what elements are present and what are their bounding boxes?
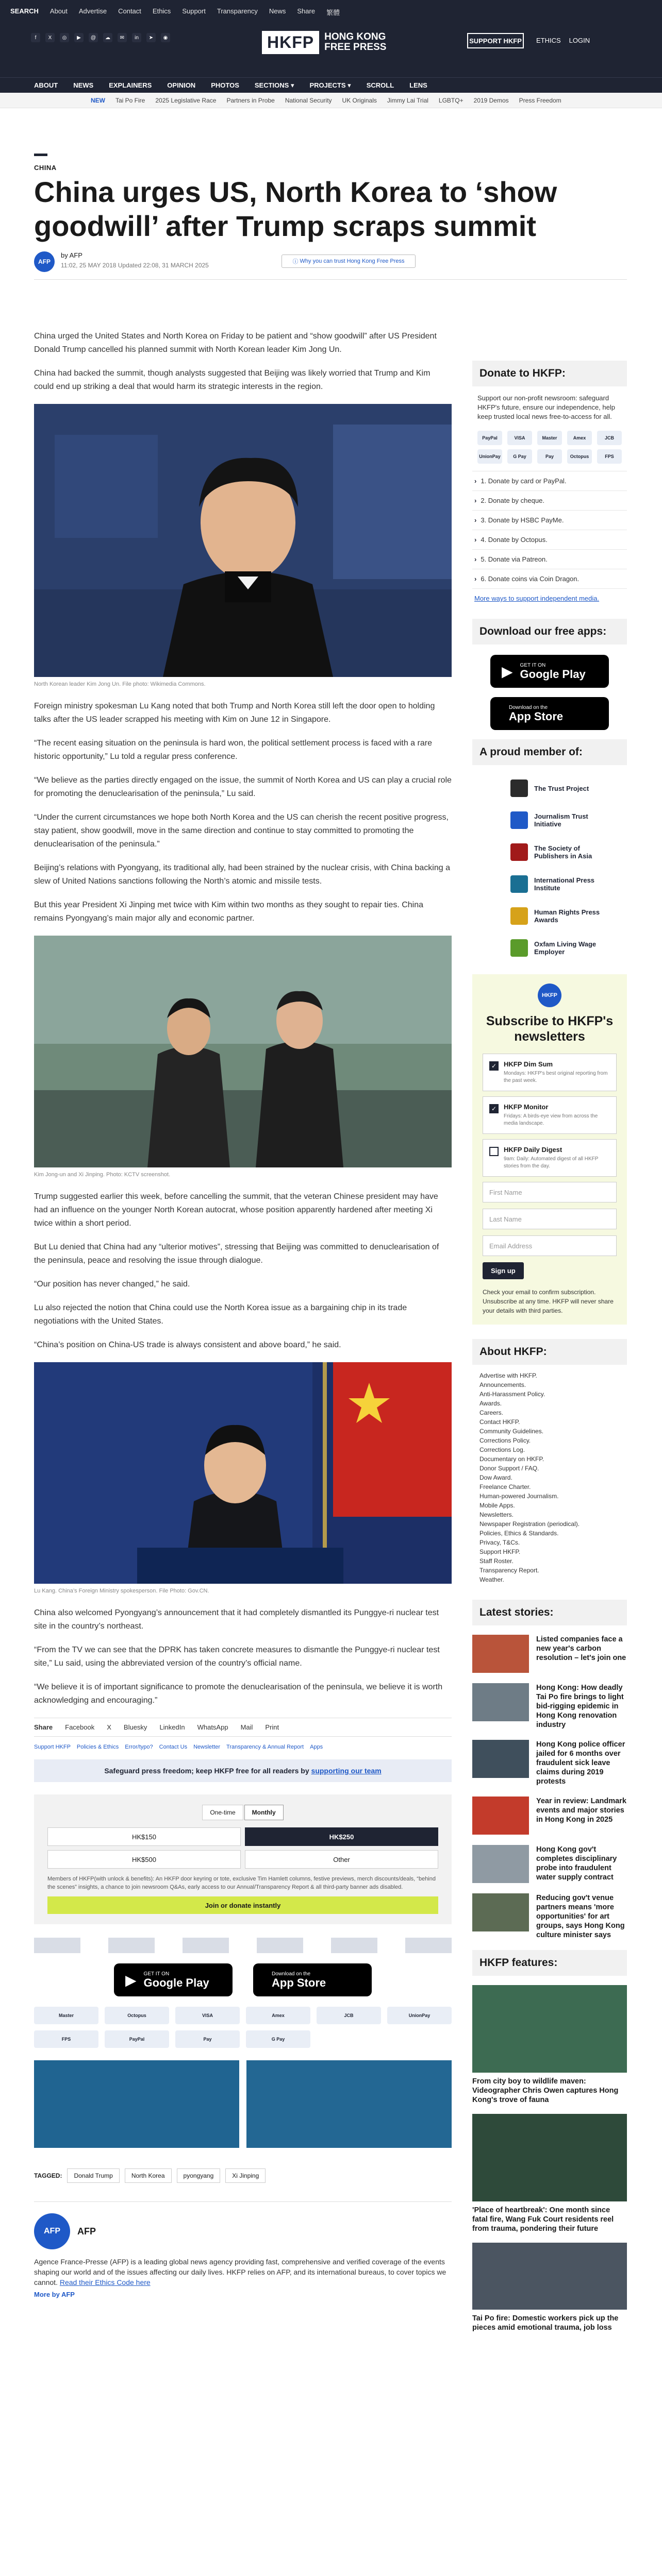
store-small: Download on the	[272, 1971, 311, 1977]
author-box-name[interactable]: AFP	[77, 2226, 96, 2236]
sidebar-payment-logos	[472, 431, 627, 464]
payment-logo: VISA	[175, 2007, 240, 2024]
trending-link[interactable]: Press Freedom	[519, 97, 561, 104]
figure-kim-xi	[34, 936, 452, 1178]
about-link[interactable]: Anti-Harassment Policy.	[479, 1391, 545, 1398]
trending-link[interactable]: Tai Po Fire	[115, 97, 145, 104]
rss-icon[interactable]: ◉	[161, 33, 170, 42]
paragraph: China had backed the summit, though analysts suggested that Beijing was likely worried that Trump and Kim could end up striking a deal that would harm its strategic interests in the region.	[34, 369, 431, 391]
chevron-right-icon: ›	[474, 575, 477, 583]
google-play-icon: ▶	[502, 663, 513, 680]
footer-link[interactable]: Newsletter	[193, 1744, 221, 1750]
share-mail[interactable]: Mail	[240, 1723, 253, 1731]
more-ways-link[interactable]: More ways to support independent media.	[472, 588, 627, 619]
newsletter-option-title: HKFP Daily Digest	[504, 1146, 562, 1154]
story-title: Year in review: Landmark events and major stories in Hong Kong in 2025	[536, 1797, 626, 1824]
member-logo	[510, 811, 528, 829]
sidebar	[472, 361, 627, 2342]
nav-photos[interactable]: PHOTOS	[211, 81, 239, 89]
utility-link-about[interactable]: About	[49, 7, 68, 15]
partner-logo	[257, 1938, 303, 1953]
payment-logo: G Pay	[507, 449, 532, 464]
paragraph: “We believe as the parties directly engaged on the issue, the summit of North Korea and US can play a crucial role for promoting the denuclearisation of the peninsula,” Lu said.	[34, 776, 452, 798]
trending-link[interactable]: Partners in Probe	[226, 97, 275, 104]
donate-benefits: Members of HKFP(with unlock & benefits): An HKFP door keyring or tote, exclusive Tim Hamlett columns, festive previews, merch discounts/deals, “behind the scenes” insights, a chance to join newsroom Q&As, early access to our Annual/Transparency Report & all third-party banner ads disabled.	[47, 1876, 436, 1890]
nav-projects[interactable]: PROJECTS ▾	[309, 81, 351, 89]
member-org[interactable]	[472, 804, 627, 836]
about-link[interactable]: Corrections Policy.	[479, 1437, 531, 1444]
story-title: Hong Kong: How deadly Tai Po fire brings to light bid-rigging epidemic in Hong Kong renovation industry	[536, 1684, 624, 1729]
about-link[interactable]: Contact HKFP.	[479, 1418, 520, 1426]
about-heading: About HKFP:	[472, 1339, 627, 1365]
donate-option[interactable]	[472, 490, 627, 510]
donate-option-label: 5. Donate via Patreon.	[481, 555, 548, 563]
share-bar	[34, 1718, 452, 1737]
main-navigation	[0, 77, 662, 93]
paragraph: China urged the United States and North Korea on Friday to be patient and “show goodwill” after US President Donald Trump cancelled his planned summit with North Korean leader Kim Jong Un.	[34, 332, 437, 354]
donate-option[interactable]	[472, 471, 627, 490]
latest-story[interactable]	[472, 1797, 627, 1835]
share-whatsapp[interactable]: WhatsApp	[197, 1723, 228, 1731]
nav-opinion[interactable]: OPINION	[167, 81, 196, 89]
donate-option-label: 3. Donate by HSBC PayMe.	[481, 516, 564, 524]
trending-bar	[0, 93, 662, 108]
trending-link[interactable]: National Security	[285, 97, 332, 104]
donate-intro[interactable]: Support our non-profit newsroom: safeguard HKFP's future, ensure our independence, help keep trusted local news free-to-access for all.	[477, 394, 615, 420]
share-x[interactable]: X	[107, 1723, 111, 1731]
sidebar-app-store-button[interactable]	[490, 697, 609, 730]
member-name: Journalism Trust Initiative	[534, 812, 588, 828]
article-payment-logos	[34, 2007, 452, 2048]
story-title: Hong Kong police officer jailed for 6 months over fraudulent sick leave claims during 2019 protests	[536, 1740, 625, 1786]
paragraph: “China’s position on China-US trade is always consistent and above board,” he said.	[34, 1341, 341, 1349]
payment-logo: UnionPay	[387, 2007, 452, 2024]
payment-logo: Octopus	[567, 449, 592, 464]
tags-label: TAGGED:	[34, 2172, 62, 2179]
checkbox-checked-icon[interactable]: ✓	[489, 1061, 499, 1071]
tab-monthly[interactable]: Monthly	[244, 1805, 284, 1820]
partner-logo	[405, 1938, 452, 1953]
publish-dates: 11:02, 25 MAY 2018 Updated 22:08, 31 MARCH 2025	[61, 262, 209, 269]
author-box	[34, 2201, 452, 2298]
threads-icon[interactable]: @	[89, 33, 98, 42]
author-avatar[interactable]: AFP	[34, 251, 55, 272]
newsletter-logo: HKFP	[538, 984, 561, 1007]
donate-option[interactable]	[472, 510, 627, 530]
more-by-author-link[interactable]: More by AFP	[34, 2291, 75, 2298]
ethics-banner[interactable]	[34, 2060, 239, 2148]
safeguard-link[interactable]: supporting our team	[311, 1767, 382, 1775]
share-label: Share	[34, 1723, 53, 1731]
payment-logo: UnionPay	[477, 449, 502, 464]
chevron-right-icon: ›	[474, 516, 477, 524]
article-app-buttons	[34, 1963, 452, 1996]
photo-kim-jong-un[interactable]	[34, 404, 452, 677]
about-link[interactable]: Staff Roster.	[479, 1557, 514, 1565]
about-link[interactable]: Awards.	[479, 1400, 502, 1407]
share-facebook[interactable]: Facebook	[65, 1723, 95, 1731]
story-thumbnail	[472, 1740, 529, 1778]
tag-link[interactable]: pyongyang	[177, 2168, 221, 2183]
about-link[interactable]: Newspaper Registration (periodical).	[479, 1520, 580, 1528]
safeguard-text: Safeguard press freedom; keep HKFP free for all readers by	[104, 1767, 309, 1775]
first-name-field[interactable]: First Name	[483, 1182, 617, 1202]
about-link[interactable]: Careers.	[479, 1409, 504, 1416]
paragraph: But this year President Xi Jinping met twice with Kim within two months as they sought to repair ties. China remains Pyongyang’s main major ally and economic partner.	[34, 901, 424, 923]
login-link[interactable]: LOGIN	[569, 37, 590, 44]
top-utility-bar	[0, 0, 662, 24]
amount-option[interactable]: HK$150	[47, 1827, 241, 1846]
newsletter-option-desc: Mondays: HKFP's best original reporting from the past week.	[504, 1071, 608, 1083]
last-name-field[interactable]: Last Name	[483, 1209, 617, 1229]
latest-story[interactable]	[472, 1683, 627, 1730]
member-logo	[510, 843, 528, 861]
payment-logo: VISA	[507, 431, 532, 445]
paragraph: Lu also rejected the notion that China could use the North Korea issue as a bargaining chip in its trade negotiations with the United States.	[34, 1303, 407, 1326]
about-link[interactable]: Freelance Charter.	[479, 1483, 531, 1490]
footer-link[interactable]: Error/typo?	[125, 1744, 153, 1750]
member-org[interactable]	[472, 772, 627, 804]
member-logo	[510, 779, 528, 797]
share-bluesky[interactable]: Bluesky	[123, 1723, 147, 1731]
features-heading: HKFP features:	[472, 1950, 627, 1976]
payment-logo: Master	[34, 2007, 98, 2024]
donate-heading: Donate to HKFP:	[472, 361, 627, 386]
paragraph: Foreign ministry spokesman Lu Kang noted that both Trump and North Korea still left the door open to holding talks after the US leader scrapped his meeting with Kim on June 12 in Singapore.	[34, 702, 435, 724]
support-banner[interactable]	[246, 2060, 452, 2148]
donate-option[interactable]	[472, 569, 627, 588]
newsletter-option[interactable]	[483, 1096, 617, 1134]
trending-new-label: NEW	[91, 97, 105, 104]
member-logo	[510, 939, 528, 957]
author-header	[34, 2213, 452, 2249]
about-link[interactable]: Dow Award.	[479, 1474, 512, 1481]
member-name: Oxfam Living Wage Employer	[534, 940, 597, 956]
donate-option-label: 6. Donate coins via Coin Dragon.	[481, 575, 580, 583]
newsletter-option-desc: Fridays: A birds-eye view from across the media landscape.	[504, 1113, 598, 1126]
feature-image	[472, 2114, 627, 2201]
google-play-button[interactable]	[114, 1963, 233, 1996]
feature-story[interactable]	[472, 2243, 627, 2332]
youtube-icon[interactable]: ▶	[74, 33, 84, 42]
about-link[interactable]: Community Guidelines.	[479, 1428, 544, 1435]
paragraph: “Under the current circumstances we hope both North Korea and the US can cherish the recent positive progress, stay patient, show goodwill, move in the same direction and continue to stay committed to promoting the denuclearisation of the peninsula.”	[34, 813, 449, 849]
payment-logo: Octopus	[105, 2007, 169, 2024]
info-icon: ⓘ	[292, 259, 300, 265]
masthead-right-links	[536, 37, 590, 44]
partner-logo	[108, 1938, 155, 1953]
language-link[interactable]: 繁體	[326, 9, 340, 16]
nav-about[interactable]: ABOUT	[34, 81, 58, 89]
payment-logo: G Pay	[246, 2030, 310, 2048]
newsletter-option[interactable]	[483, 1054, 617, 1091]
trending-link[interactable]: 2019 Demos	[473, 97, 509, 104]
feature-story[interactable]	[472, 1985, 627, 2105]
feature-title: Tai Po fire: Domestic workers pick up the pieces amid emotional trauma, job loss	[472, 2314, 619, 2332]
donate-option-label: 2. Donate by cheque.	[481, 497, 544, 504]
chevron-right-icon: ›	[474, 536, 477, 544]
logo-name: HONG KONG FREE PRESS	[324, 31, 387, 53]
donate-widget	[34, 1794, 452, 1924]
tag-link[interactable]: Donald Trump	[67, 2168, 119, 2183]
paragraph: China also welcomed Pyongyang’s announcement that it had completely dismantled its Punggye-ri nuclear test site in the country’s northeast.	[34, 1608, 439, 1631]
member-logo	[510, 875, 528, 893]
about-link[interactable]: Newsletters.	[479, 1511, 514, 1518]
about-link[interactable]: Policies, Ethics & Standards.	[479, 1530, 559, 1537]
utility-link-support[interactable]: Support	[182, 7, 206, 15]
payment-logo: FPS	[34, 2030, 98, 2048]
about-link[interactable]: Mobile Apps.	[479, 1502, 515, 1509]
apps-heading: Download our free apps:	[472, 619, 627, 645]
amount-option[interactable]: HK$500	[47, 1850, 241, 1869]
member-org[interactable]	[472, 868, 627, 900]
author-bio-text: Agence France-Presse (AFP) is a leading global news agency providing fast, comprehensive and verified coverage of the events shaping our world and of the issues affecting our daily lives. HKFP relies on AFP, and its international bureaus, to cover topics we cannot.	[34, 2258, 446, 2286]
utility-link-ethics[interactable]: Ethics	[152, 7, 171, 15]
newsletter-title: Subscribe to HKFP's newsletters	[486, 1014, 614, 1044]
about-link[interactable]: Privacy, T&Cs.	[479, 1539, 520, 1546]
newsletter-box	[472, 974, 627, 1325]
paragraph: “The recent easing situation on the peninsula is hard won, the political settlement process is faced with a rare historic opportunity,” Lu told a regular press conference.	[34, 739, 432, 761]
paragraph: “From the TV we can see that the DPRK has taken concrete measures to dismantle the Punggye-ri nuclear test site,” Lu said, using the abbreviated version of the country’s official name.	[34, 1646, 440, 1668]
footer-link[interactable]: Apps	[310, 1744, 323, 1750]
story-thumbnail	[472, 1683, 529, 1721]
article-body	[34, 330, 452, 2298]
figure-kim	[34, 404, 452, 687]
tag-link[interactable]: Xi Jinping	[225, 2168, 266, 2183]
author-ethics-link[interactable]: Read their Ethics Code here	[59, 2278, 151, 2286]
partner-logo-strip	[34, 1938, 452, 1953]
story-thumbnail	[472, 1797, 529, 1835]
payment-logo: Amex	[567, 431, 592, 445]
utility-link-contact[interactable]: Contact	[118, 7, 141, 15]
promo-banners	[34, 2060, 452, 2148]
feature-title: From city boy to wildlife maven: Videographer Chris Owen captures Hong Kong's trove of fauna	[472, 2077, 619, 2104]
latest-story[interactable]	[472, 1740, 627, 1786]
member-heading: A proud member of:	[472, 739, 627, 765]
footer-link[interactable]: Policies & Ethics	[76, 1744, 119, 1750]
trust-label: Why you can trust Hong Kong Free Press	[300, 258, 405, 264]
tag-link[interactable]: North Korea	[125, 2168, 172, 2183]
donate-option[interactable]	[472, 530, 627, 549]
donate-option[interactable]	[472, 549, 627, 569]
photo-caption: Lu Kang. China’s Foreign Ministry spokesperson. File Photo: Gov.CN.	[34, 1588, 209, 1594]
latest-story[interactable]	[472, 1845, 627, 1883]
newsletter-note: Check your email to confirm subscription. Unsubscribe at any time. HKFP will never share your details with third parties.	[483, 1289, 614, 1314]
amount-option-selected[interactable]: HK$250	[245, 1827, 438, 1846]
feature-image	[472, 2243, 627, 2310]
latest-heading: Latest stories:	[472, 1600, 627, 1625]
trending-link[interactable]: UK Originals	[342, 97, 377, 104]
checkbox-icon[interactable]	[489, 1147, 499, 1156]
newsletter-option-desc: 9am: Daily: Automated digest of all HKFP stories from the day.	[504, 1156, 599, 1169]
header-divider	[34, 279, 627, 280]
share-print[interactable]: Print	[265, 1723, 279, 1731]
instagram-icon[interactable]: ◎	[60, 33, 69, 42]
about-link[interactable]: Documentary on HKFP.	[479, 1455, 544, 1463]
paragraph: “Our position has never changed,” he said.	[34, 1280, 190, 1289]
payment-logo: Pay	[537, 449, 562, 464]
author-box-avatar[interactable]: AFP	[34, 2213, 70, 2249]
byline-author[interactable]: by AFP	[61, 251, 82, 259]
payment-logo: Amex	[246, 2007, 310, 2024]
utility-link-advertise[interactable]: Advertise	[78, 7, 107, 15]
trending-link[interactable]: Jimmy Lai Trial	[387, 97, 428, 104]
story-thumbnail	[472, 1893, 529, 1931]
figure-lu-kang	[34, 1362, 452, 1594]
about-link[interactable]: Advertise with HKFP.	[479, 1372, 537, 1379]
donate-option-label: 1. Donate by card or PayPal.	[481, 477, 567, 485]
banner-tint	[34, 2060, 239, 2148]
about-link[interactable]: Donor Support / FAQ.	[479, 1465, 539, 1472]
footer-link[interactable]: Transparency & Annual Report	[226, 1744, 304, 1750]
story-title: Hong Kong gov't completes disciplinary probe into fraudulent water supply contract	[536, 1845, 617, 1882]
email-field[interactable]: Email Address	[483, 1235, 617, 1256]
paragraph: Trump suggested earlier this week, before cancelling the summit, that the veteran Chinese president may have had an influence on the younger North Korean autocrat, whose position apparently hardened after meeting Xi twice within a short period.	[34, 1192, 438, 1228]
member-org[interactable]	[472, 932, 627, 964]
checkbox-checked-icon[interactable]: ✓	[489, 1104, 499, 1113]
store-small: Download on the	[509, 704, 548, 710]
tags-row	[34, 2168, 452, 2183]
nav-scroll[interactable]: SCROLL	[366, 81, 394, 89]
nav-news[interactable]: NEWS	[73, 81, 94, 89]
newsletter-option-title: HKFP Monitor	[504, 1103, 549, 1111]
utility-link-share[interactable]: Share	[297, 7, 316, 15]
trending-link[interactable]: LGBTQ+	[438, 97, 464, 104]
feature-image	[472, 1985, 627, 2073]
store-name: App Store	[272, 1976, 326, 1989]
payment-logo: JCB	[317, 2007, 381, 2024]
site-logo[interactable]	[262, 28, 402, 57]
trust-button[interactable]	[282, 255, 416, 268]
paragraph: But Lu denied that China had any “ulterior motives”, stressing that Beijing was committed to denuclearisation of the peninsula, peace and resolving the issue through dialogue.	[34, 1243, 439, 1265]
share-linkedin[interactable]: LinkedIn	[159, 1723, 185, 1731]
chevron-right-icon: ›	[474, 477, 477, 485]
trending-link[interactable]: 2025 Legislative Race	[155, 97, 217, 104]
google-play-icon: ▶	[125, 1972, 137, 1988]
photo-kim-and-xi[interactable]	[34, 936, 452, 1167]
amount-option-other[interactable]: Other	[245, 1850, 438, 1869]
store-name: Google Play	[143, 1976, 209, 1989]
latest-story[interactable]	[472, 1635, 627, 1673]
photo-caption: North Korean leader Kim Jong Un. File photo: Wikimedia Commons.	[34, 681, 206, 687]
story-title: Reducing gov't venue partners means 'more opportunities' for art groups, says Hong Kong culture minister says	[536, 1894, 625, 1939]
feature-title: 'Place of heartbreak': One month since fatal fire, Wang Fuk Court residents reel from trauma, pondering their future	[472, 2206, 614, 2233]
ethics-link[interactable]: ETHICS	[536, 37, 561, 44]
safeguard-banner	[34, 1759, 452, 1782]
payment-logo: PayPal	[477, 431, 502, 445]
x-icon[interactable]: X	[45, 33, 55, 42]
author-bio	[34, 2257, 452, 2287]
app-store-button[interactable]	[253, 1963, 372, 1996]
about-link[interactable]: Weather.	[479, 1576, 504, 1583]
store-name: App Store	[509, 709, 564, 723]
utility-link-search[interactable]: SEARCH	[10, 7, 39, 15]
story-title: Listed companies face a new year's carbon resolution – let's join one	[536, 1635, 626, 1662]
bluesky-icon[interactable]: ☁	[103, 33, 112, 42]
masthead	[0, 24, 662, 77]
mail-icon[interactable]: ✉	[118, 33, 127, 42]
social-icons	[31, 33, 170, 42]
linkedin-icon[interactable]: in	[132, 33, 141, 42]
tab-one-time[interactable]: One-time	[202, 1805, 243, 1820]
about-link[interactable]: Transparency Report.	[479, 1567, 539, 1574]
nav-explainers[interactable]: EXPLAINERS	[109, 81, 152, 89]
member-org[interactable]	[472, 900, 627, 932]
story-thumbnail	[472, 1635, 529, 1673]
article-headline: China urges US, North Korea to ‘show goodwill’ after Trump scraps summit	[34, 176, 557, 242]
member-org[interactable]	[472, 836, 627, 868]
partner-logo	[331, 1938, 377, 1953]
category-kicker[interactable]: CHINA	[34, 164, 57, 172]
kicker-rule	[34, 154, 47, 156]
donate-amounts	[47, 1827, 438, 1869]
donate-frequency-tabs	[47, 1805, 438, 1820]
facebook-icon[interactable]: f	[31, 33, 40, 42]
store-small: GET IT ON	[143, 1971, 170, 1977]
paragraph: Beijing’s relations with Pyongyang, its traditional ally, had been strained by the nuclear crisis, with China backing a slew of United Nations sanctions following the North’s atomic and missile tests.	[34, 863, 450, 886]
payment-logo: PayPal	[105, 2030, 169, 2048]
sidebar-google-play-button[interactable]	[490, 655, 609, 688]
member-name: International Press Institute	[534, 876, 595, 892]
member-name: The Society of Publishers in Asia	[534, 844, 592, 860]
utility-links	[10, 7, 340, 17]
article-footer-links	[34, 1744, 452, 1750]
about-link[interactable]: Human-powered Journalism.	[479, 1493, 559, 1500]
chevron-right-icon: ›	[474, 555, 477, 563]
member-name: Human Rights Press Awards	[534, 908, 600, 924]
about-link[interactable]: Support HKFP.	[479, 1548, 521, 1555]
nav-sections[interactable]: SECTIONS ▾	[254, 81, 294, 89]
footer-link[interactable]: Contact Us	[159, 1744, 188, 1750]
payment-logo: JCB	[597, 431, 622, 445]
store-small: GET IT ON	[520, 662, 546, 668]
utility-link-news[interactable]: News	[269, 7, 286, 15]
newsletter-option-title: HKFP Dim Sum	[504, 1060, 553, 1068]
about-link[interactable]: Corrections Log.	[479, 1446, 525, 1453]
partner-logo	[34, 1938, 80, 1953]
payment-logo: FPS	[597, 449, 622, 464]
payment-logo: Master	[537, 431, 562, 445]
member-name: The Trust Project	[534, 784, 589, 792]
paragraph: “We believe it is of important significance to promote the denuclearisation of the peninsula, we believe it is worth acknowledging and encouraging.”	[34, 1683, 443, 1705]
photo-lu-kang[interactable]	[34, 1362, 452, 1584]
footer-link[interactable]: Support HKFP	[34, 1744, 71, 1750]
support-hkfp-button[interactable]: SUPPORT HKFP	[467, 33, 524, 48]
store-name: Google Play	[520, 667, 586, 681]
utility-link-transparency[interactable]: Transparency	[217, 7, 258, 15]
member-logo	[510, 907, 528, 925]
newsletter-option[interactable]	[483, 1139, 617, 1177]
donate-option-label: 4. Donate by Octopus.	[481, 536, 548, 544]
banner-tint	[246, 2060, 452, 2148]
about-link[interactable]: Announcements.	[479, 1381, 526, 1388]
story-thumbnail	[472, 1845, 529, 1883]
payment-logo: Pay	[175, 2030, 240, 2048]
photo-caption: Kim Jong-un and Xi Jinping. Photo: KCTV screenshot.	[34, 1172, 171, 1178]
telegram-icon[interactable]: ➤	[146, 33, 156, 42]
join-donate-button[interactable]: Join or donate instantly	[47, 1896, 438, 1914]
nav-lens[interactable]: LENS	[409, 81, 427, 89]
about-links	[472, 1365, 627, 1590]
partner-logo	[183, 1938, 229, 1953]
latest-story[interactable]	[472, 1893, 627, 1940]
feature-story[interactable]	[472, 2114, 627, 2233]
sign-up-button[interactable]: Sign up	[483, 1262, 524, 1279]
logo-badge: HKFP	[262, 31, 319, 54]
chevron-right-icon: ›	[474, 497, 477, 504]
